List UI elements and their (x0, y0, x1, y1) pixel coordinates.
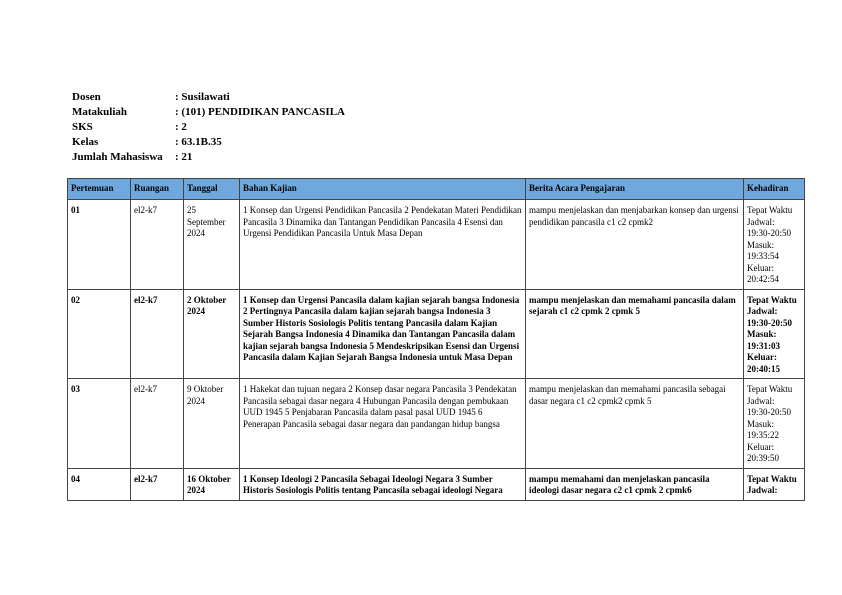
kehadiran-jadwal-label: Jadwal: (747, 485, 778, 495)
cell-ruangan: el2-k7 (131, 200, 184, 290)
info-value: : (101) PENDIDIKAN PANCASILA (175, 106, 345, 118)
cell-kehadiran (744, 289, 805, 379)
attendance-table (67, 178, 805, 501)
cell-berita-acara: mampu menjelaskan dan memahami pancasila sebagai dasar negara c1 c2 cpmk2 cpmk 5 (526, 379, 744, 469)
kehadiran-jadwal-label: Jadwal: (747, 216, 775, 227)
info-label: Jumlah Mahasiswa (72, 151, 163, 163)
cell-kehadiran (744, 468, 805, 500)
info-row-matakuliah (72, 105, 345, 120)
info-row-jumlah-mahasiswa (72, 150, 345, 165)
course-info (72, 90, 345, 165)
kehadiran-masuk-label: Masuk: (747, 239, 774, 250)
header-pertemuan: Pertemuan (68, 179, 131, 200)
kehadiran-keluar-label: Keluar: (747, 441, 774, 452)
kehadiran-status: Tepat Waktu (747, 205, 793, 215)
kehadiran-jadwal-label: Jadwal: (747, 395, 775, 406)
cell-tanggal: 9 Oktober 2024 (184, 379, 240, 469)
kehadiran-jadwal: 19:30-20:50 (747, 228, 791, 238)
table-header-row (68, 179, 805, 200)
info-value: : 21 (175, 151, 193, 163)
cell-kehadiran (744, 200, 805, 290)
kehadiran-keluar-label: Keluar: (747, 352, 777, 362)
cell-pertemuan: 04 (68, 468, 131, 500)
kehadiran-jadwal-label: Jadwal: (747, 306, 778, 316)
kehadiran-keluar: 20:39:50 (747, 453, 780, 463)
kehadiran-masuk: 19:33:54 (747, 251, 780, 261)
kehadiran-masuk-label: Masuk: (747, 418, 774, 429)
cell-pertemuan: 01 (68, 200, 131, 290)
kehadiran-jadwal: 19:30-20:50 (747, 407, 791, 417)
info-label: Matakuliah (72, 106, 128, 118)
kehadiran-status: Tepat Waktu (747, 294, 797, 305)
cell-ruangan: el2-k7 (131, 468, 184, 500)
info-row-sks (72, 120, 345, 135)
bahan-kajian-text: 1 Konsep Ideologi 2 Pancasila Sebagai Ideologi Negara 3 Sumber Historis Sosiologis Politis tentang Pancasila sebagai ideologi Negara (243, 473, 503, 495)
berita-acara-text: mampu memahami dan menjelaskan pancasila ideologi dasar negara c2 c1 cpmk 2 cpmk6 (529, 473, 710, 495)
cell-tanggal: 16 Oktober 2024 (184, 468, 240, 500)
table-row (68, 200, 805, 290)
cell-bahan-kajian: 1 Konsep dan Urgensi Pancasila dalam kajian sejarah bangsa Indonesia 2 Pertingnya Pancasila dalam kajian sejarah bangsa Indonesia 3 Sumber Historis Sosiologis Politis tentang Pancasila dalam Kajian Sejarah Bangsa Indonesia 4 Dinamika dan Tantangan Pancasila dalam kajian sejarah bangsa Indonesia 5 Mendeskripsikan Esensi dan Urgensi Pancasila dalam Kajian Sejarah Bangsa Indonesia untuk Masa Depan (240, 289, 526, 379)
kehadiran-status: Tepat Waktu (747, 384, 793, 394)
cell-tanggal: 2 Oktober 2024 (184, 289, 240, 379)
info-label: Kelas (72, 136, 99, 148)
cell-ruangan: el2-k7 (131, 379, 184, 469)
header-tanggal: Tanggal (184, 179, 240, 200)
cell-berita-acara (526, 468, 744, 500)
header-kehadiran: Kehadiran (744, 179, 805, 200)
cell-ruangan: el2-k7 (131, 289, 184, 379)
info-label: SKS (72, 121, 93, 133)
cell-bahan-kajian (240, 468, 526, 500)
cell-kehadiran (744, 379, 805, 469)
info-value: : Susilawati (175, 91, 230, 103)
cell-pertemuan: 03 (68, 379, 131, 469)
kehadiran-masuk: 19:35:22 (747, 430, 780, 440)
info-label: Dosen (72, 91, 101, 103)
info-value: : 63.1B.35 (175, 136, 222, 148)
header-berita-acara: Berita Acara Pengajaran (526, 179, 744, 200)
cell-bahan-kajian: 1 Hakekat dan tujuan negara 2 Konsep dasar negara Pancasila 3 Pendekatan Pancasila sebagai dasar negara 4 Hubungan Pancasila dengan pembukaan UUD 1945 5 Penjabaran Pancasila dalam pasal pasal UUD 1945 6 Penerapan Pancasila sebagai dasar negara dan pandangan hidup bangsa (240, 379, 526, 469)
cell-pertemuan: 02 (68, 289, 131, 379)
table-row (68, 468, 805, 500)
table-row (68, 289, 805, 379)
kehadiran-masuk-label: Masuk: (747, 329, 777, 339)
kehadiran-keluar-label: Keluar: (747, 262, 774, 273)
info-row-dosen (72, 90, 345, 105)
kehadiran-keluar: 20:42:54 (747, 274, 780, 284)
kehadiran-keluar: 20:40:15 (747, 363, 780, 374)
kehadiran-masuk: 19:31:03 (747, 340, 780, 351)
cell-berita-acara: mampu menjelaskan dan menjabarkan konsep dan urgensi pendidikan pancasila c1 c2 cpmk2 (526, 200, 744, 290)
table-row (68, 379, 805, 469)
info-row-kelas (72, 135, 345, 150)
kehadiran-jadwal: 19:30-20:50 (747, 317, 792, 328)
cell-tanggal: 25 September 2024 (184, 200, 240, 290)
info-value: : 2 (175, 121, 187, 133)
header-bahan-kajian: Bahan Kajian (240, 179, 526, 200)
kehadiran-status: Tepat Waktu (747, 473, 797, 484)
cell-berita-acara: mampu menjelaskan dan memahami pancasila dalam sejarah c1 c2 cpmk 2 cpmk 5 (526, 289, 744, 379)
cell-bahan-kajian: 1 Konsep dan Urgensi Pendidikan Pancasila 2 Pendekatan Materi Pendidikan Pancasila 3 Dinamika dan Tantangan Pendidikan Pancasila 4 Esensi dan Urgensi Pendidikan Pancasila Untuk Masa Depan (240, 200, 526, 290)
header-ruangan: Ruangan (131, 179, 184, 200)
